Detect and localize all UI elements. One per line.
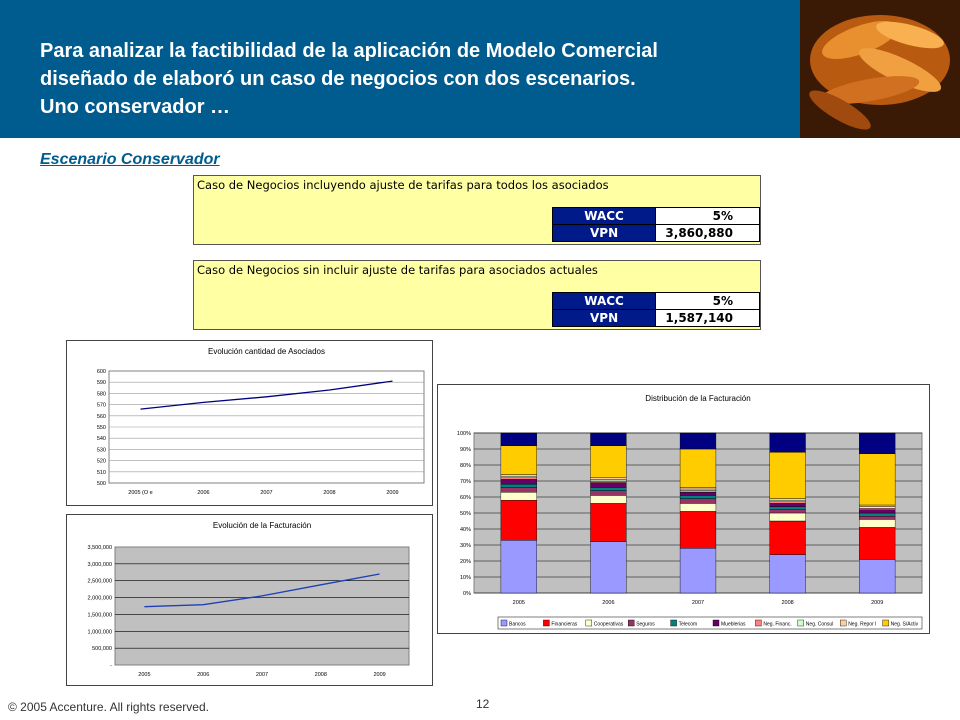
bar-segment [859, 559, 895, 593]
legend-label: Seguros [636, 621, 655, 628]
y-tick-label: 3,500,000 [87, 545, 112, 551]
wacc-value: 5% [656, 293, 760, 310]
bar-segment [770, 513, 806, 521]
x-tick-label: 2005 (O e [128, 490, 153, 496]
bar-segment [590, 478, 626, 480]
y-tick-label: 580 [96, 391, 106, 398]
y-tick-label: - [110, 663, 112, 669]
y-tick-label: 40% [459, 527, 471, 533]
bar-segment [770, 555, 806, 593]
legend-swatch [628, 620, 634, 626]
bar-segment [680, 548, 716, 593]
chart-asociados [66, 340, 433, 506]
bar-segment [770, 452, 806, 498]
chart-facturacion-svg [67, 515, 432, 685]
bar-segment [770, 507, 806, 510]
bar-segment [859, 519, 895, 527]
chart-title: Evolución cantidad de Asociados [208, 347, 325, 356]
bar-segment [859, 513, 895, 516]
page-title [40, 37, 800, 121]
y-tick-label: 600 [96, 369, 106, 375]
x-tick-label: 2006 [197, 672, 210, 678]
y-tick-label: 590 [96, 380, 106, 387]
bar-segment [859, 510, 895, 513]
bar-segment [501, 500, 537, 540]
title-line: Uno conservador … [40, 96, 231, 118]
legend-label: Neg. Financ. [763, 621, 792, 628]
y-tick-label: 520 [96, 458, 106, 465]
x-tick-label: 2006 [197, 490, 210, 496]
legend-label: Bancos [509, 621, 526, 628]
bar-segment [501, 433, 537, 446]
legend-label: Neg. S/Activ [890, 621, 919, 628]
y-tick-label: 80% [459, 463, 471, 469]
x-tick-label: 2008 [314, 672, 327, 678]
y-tick-label: 510 [96, 469, 106, 476]
scenario-box-2 [193, 260, 761, 330]
y-tick-label: 70% [459, 479, 471, 485]
chart-facturacion [66, 514, 433, 686]
x-tick-label: 2009 [386, 490, 399, 496]
bar-segment [590, 487, 626, 490]
y-tick-label: 60% [459, 495, 471, 501]
vpn-value: 3,860,880 [656, 225, 760, 242]
bar-segment [590, 479, 626, 481]
legend-swatch [840, 620, 846, 626]
legend-label: Mueblerias [721, 621, 746, 628]
legend-swatch [755, 620, 761, 626]
bar-segment [859, 505, 895, 507]
bar-segment [770, 500, 806, 502]
bar-segment [501, 487, 537, 492]
table-row [553, 225, 760, 242]
bar-segment [590, 503, 626, 541]
vpn-label: VPN [553, 225, 656, 242]
legend-label: Neg. Consul [805, 621, 834, 628]
legend-label: Telecom [678, 621, 698, 628]
y-tick-label: 90% [459, 447, 471, 453]
legend-swatch [671, 620, 677, 626]
x-tick-label: 2007 [255, 672, 269, 678]
table-row [553, 208, 760, 225]
hands-photo [800, 0, 960, 138]
y-tick-label: 50% [459, 511, 471, 517]
header-banner [0, 0, 960, 138]
bar-segment [501, 540, 537, 593]
bar-segment [501, 492, 537, 500]
bar-segment [680, 495, 716, 498]
bar-segment [590, 481, 626, 483]
x-tick-label: 2007 [260, 490, 273, 496]
legend-swatch [713, 620, 719, 626]
wacc-label: WACC [553, 208, 656, 225]
bar-segment [680, 489, 716, 491]
bar-segment [770, 521, 806, 555]
bar-segment [680, 503, 716, 511]
bar-segment [770, 503, 806, 506]
bar-segment [680, 492, 716, 495]
bar-segment [590, 446, 626, 478]
wacc-label: WACC [553, 293, 656, 310]
metrics-table [552, 207, 760, 242]
x-tick-label: 2009 [373, 672, 386, 678]
y-tick-label: 100% [456, 431, 471, 437]
y-tick-label: 1,500,000 [87, 612, 112, 619]
y-tick-label: 2,000,000 [87, 595, 112, 602]
bar-segment [680, 487, 716, 489]
bar-segment [501, 478, 537, 480]
chart-asociados-svg [67, 341, 432, 505]
y-tick-label: 550 [96, 425, 106, 431]
bar-segment [501, 476, 537, 478]
bar-segment [501, 446, 537, 475]
x-tick-label: 2006 [602, 600, 615, 606]
y-tick-label: 3,000,000 [87, 561, 112, 568]
bar-segment [680, 511, 716, 548]
bar-segment [680, 491, 716, 493]
chart-distribucion [437, 384, 930, 634]
title-line: diseñado de elaboró un caso de negocios con dos escenarios. [40, 68, 636, 90]
bar-segment [859, 454, 895, 505]
vpn-label: VPN [553, 310, 656, 327]
bar-segment [770, 502, 806, 504]
bar-segment [770, 510, 806, 513]
legend-swatch [501, 620, 507, 626]
y-tick-label: 570 [96, 402, 106, 409]
bar-segment [859, 516, 895, 519]
scenario-title: Caso de Negocios incluyendo ajuste de tarifas para todos los asociados [197, 178, 609, 192]
y-tick-label: 2,500,000 [87, 578, 112, 585]
table-row [553, 310, 760, 327]
y-tick-label: 1,000,000 [87, 629, 112, 636]
bar-segment [501, 475, 537, 477]
x-tick-label: 2009 [871, 600, 884, 606]
chart-distribucion-svg [438, 385, 929, 633]
bar-segment [680, 499, 716, 504]
scenario-title: Caso de Negocios sin incluir ajuste de tarifas para asociados actuales [197, 263, 598, 277]
y-tick-label: 30% [459, 543, 471, 549]
legend-swatch [798, 620, 804, 626]
chart-title: Evolución de la Facturación [212, 521, 312, 530]
copyright: © 2005 Accenture. All rights reserved. [8, 700, 209, 714]
legend-swatch [883, 620, 889, 626]
bar-segment [590, 433, 626, 446]
scenario-box-1 [193, 175, 761, 245]
y-tick-label: 540 [96, 436, 106, 443]
y-tick-label: 0% [463, 591, 471, 597]
legend-swatch [586, 620, 592, 626]
bar-segment [680, 449, 716, 487]
y-tick-label: 530 [96, 447, 106, 454]
legend-label: Financieras [551, 621, 578, 628]
y-tick-label: 20% [459, 559, 471, 565]
title-line: Para analizar la factibilidad de la aplicación de Modelo Comercial [40, 40, 658, 62]
bar-segment [859, 508, 895, 510]
metrics-table [552, 292, 760, 327]
y-tick-label: 10% [459, 575, 471, 581]
x-tick-label: 2008 [323, 490, 336, 496]
bar-segment [770, 499, 806, 501]
x-tick-label: 2005 [512, 600, 525, 606]
legend-label: Cooperativas [593, 621, 624, 628]
bar-segment [501, 484, 537, 487]
y-tick-label: 560 [96, 413, 106, 420]
vpn-value: 1,587,140 [656, 310, 760, 327]
bar-segment [770, 433, 806, 452]
x-tick-label: 2007 [691, 600, 705, 606]
bar-segment [859, 433, 895, 454]
bar-segment [590, 495, 626, 503]
y-tick-label: 500,000 [92, 646, 112, 653]
x-tick-label: 2005 [138, 672, 151, 678]
bar-segment [859, 507, 895, 509]
wacc-value: 5% [656, 208, 760, 225]
legend-swatch [543, 620, 549, 626]
chart-title: Distribución de la Facturación [645, 394, 751, 403]
table-row [553, 293, 760, 310]
bar-segment [859, 527, 895, 559]
bar-segment [590, 491, 626, 496]
scenario-heading: Escenario Conservador [40, 151, 220, 168]
bar-segment [501, 479, 537, 484]
bar-segment [680, 433, 716, 449]
page-number: 12 [476, 697, 490, 711]
bar-segment [590, 483, 626, 488]
legend-label: Neg. Repor l [848, 621, 877, 628]
x-tick-label: 2008 [781, 600, 794, 606]
y-tick-label: 500 [96, 481, 106, 487]
bar-segment [590, 542, 626, 593]
